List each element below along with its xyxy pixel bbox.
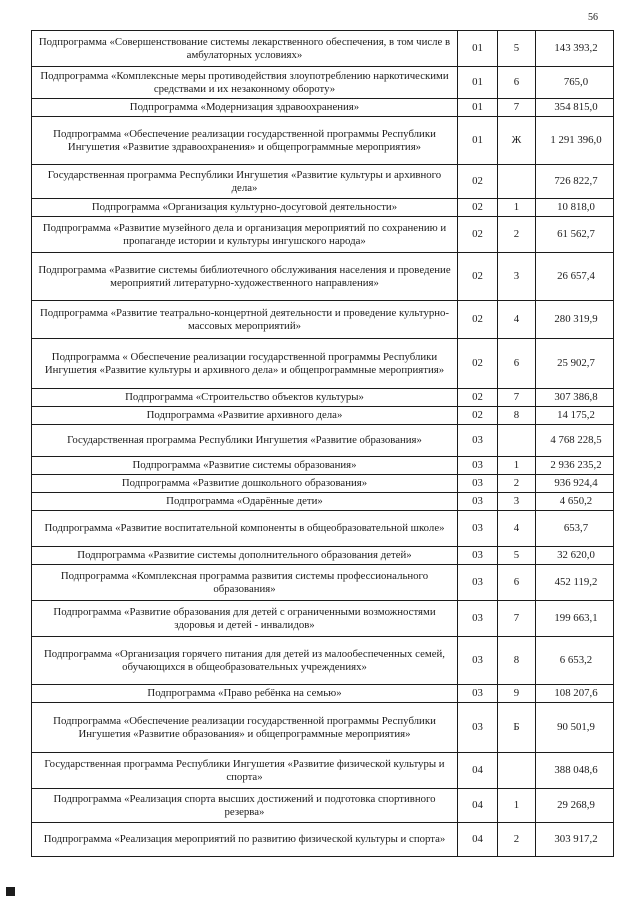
program-name: Подпрограмма «Совершенствование системы лекарственного обеспечения, в том числе в амбулаторных условиях» (32, 31, 458, 67)
table-row (32, 217, 614, 253)
section-code: 03 (458, 601, 498, 637)
program-name: Подпрограмма «Развитие системы библиотечного обслуживания населения и проведение мероприятий литературно-художественного направления» (32, 253, 458, 301)
program-name: Государственная программа Республики Ингушетия «Развитие образования» (32, 425, 458, 457)
amount: 4 768 228,5 (536, 425, 614, 457)
subprogram-code: 3 (498, 493, 536, 511)
section-code: 04 (458, 753, 498, 789)
section-code: 03 (458, 457, 498, 475)
table-row (32, 823, 614, 857)
table-row (32, 511, 614, 547)
amount: 61 562,7 (536, 217, 614, 253)
table-row (32, 339, 614, 389)
section-code: 03 (458, 703, 498, 753)
table-row (32, 547, 614, 565)
amount: 2 936 235,2 (536, 457, 614, 475)
amount: 26 657,4 (536, 253, 614, 301)
subprogram-code: 7 (498, 601, 536, 637)
program-name: Подпрограмма «Реализация спорта высших достижений и подготовка спортивного резерва» (32, 789, 458, 823)
subprogram-code: 6 (498, 565, 536, 601)
table-body (32, 31, 614, 857)
amount: 14 175,2 (536, 407, 614, 425)
amount: 1 291 396,0 (536, 117, 614, 165)
table-row (32, 301, 614, 339)
section-code: 02 (458, 407, 498, 425)
table-row (32, 565, 614, 601)
table-row (32, 789, 614, 823)
subprogram-code: 5 (498, 547, 536, 565)
section-code: 02 (458, 301, 498, 339)
subprogram-code: 1 (498, 199, 536, 217)
subprogram-code: 8 (498, 407, 536, 425)
program-name: Подпрограмма «Развитие системы образования» (32, 457, 458, 475)
page-number: 56 (588, 12, 598, 23)
program-name: Подпрограмма «Реализация мероприятий по развитию физической культуры и спорта» (32, 823, 458, 857)
subprogram-code: 6 (498, 339, 536, 389)
amount: 199 663,1 (536, 601, 614, 637)
program-name: Подпрограмма «Обеспечение реализации государственной программы Республики Ингушетия «Развитие здравоохранения» и общепрограммные мероприятия» (32, 117, 458, 165)
subprogram-code: 7 (498, 99, 536, 117)
table-row (32, 99, 614, 117)
program-name: Подпрограмма «Модернизация здравоохранения» (32, 99, 458, 117)
amount: 143 393,2 (536, 31, 614, 67)
section-code: 03 (458, 425, 498, 457)
subprogram-code: 3 (498, 253, 536, 301)
section-code: 04 (458, 823, 498, 857)
program-name: Подпрограмма «Развитие воспитательной компоненты в общеобразовательной школе» (32, 511, 458, 547)
program-name: Подпрограмма «Развитие музейного дела и организация мероприятий по сохранению и пропаганде истории и культуры ингушского народа» (32, 217, 458, 253)
subprogram-code: 1 (498, 457, 536, 475)
amount: 4 650,2 (536, 493, 614, 511)
section-code: 02 (458, 253, 498, 301)
amount: 765,0 (536, 67, 614, 99)
table-row (32, 253, 614, 301)
table-row (32, 407, 614, 425)
subprogram-code: 7 (498, 389, 536, 407)
section-code: 01 (458, 67, 498, 99)
table-row (32, 199, 614, 217)
subprogram-code: Ж (498, 117, 536, 165)
program-name: Подпрограмма «Организация горячего питания для детей из малообеспеченных семей, обучающихся в общеобразовательных учреждениях» (32, 637, 458, 685)
program-name: Подпрограмма «Организация культурно-досуговой деятельности» (32, 199, 458, 217)
program-name: Подпрограмма « Обеспечение реализации государственной программы Республики Ингушетия «Развитие культуры и архивного дела» и общепрограммные мероприятия» (32, 339, 458, 389)
subprogram-code: 1 (498, 789, 536, 823)
amount: 32 620,0 (536, 547, 614, 565)
scan-edge-mark (6, 887, 15, 896)
section-code: 03 (458, 547, 498, 565)
section-code: 02 (458, 217, 498, 253)
subprogram-code (498, 425, 536, 457)
subprogram-code: 2 (498, 217, 536, 253)
amount: 280 319,9 (536, 301, 614, 339)
section-code: 03 (458, 685, 498, 703)
section-code: 04 (458, 789, 498, 823)
table-row (32, 637, 614, 685)
subprogram-code (498, 165, 536, 199)
table-row (32, 475, 614, 493)
table-row (32, 389, 614, 407)
subprogram-code: 4 (498, 301, 536, 339)
subprogram-code: 2 (498, 823, 536, 857)
subprogram-code: Б (498, 703, 536, 753)
section-code: 02 (458, 199, 498, 217)
amount: 653,7 (536, 511, 614, 547)
subprogram-code (498, 753, 536, 789)
amount: 29 268,9 (536, 789, 614, 823)
amount: 10 818,0 (536, 199, 614, 217)
table-row (32, 31, 614, 67)
program-name: Подпрограмма «Развитие системы дополнительного образования детей» (32, 547, 458, 565)
table-row (32, 165, 614, 199)
section-code: 03 (458, 511, 498, 547)
section-code: 02 (458, 389, 498, 407)
subprogram-code: 6 (498, 67, 536, 99)
section-code: 01 (458, 31, 498, 67)
section-code: 01 (458, 99, 498, 117)
program-name: Подпрограмма «Комплексные меры противодействия злоупотреблению наркотическими средствами и их незаконному обороту» (32, 67, 458, 99)
amount: 108 207,6 (536, 685, 614, 703)
budget-table (31, 30, 614, 857)
section-code: 03 (458, 493, 498, 511)
table-row (32, 117, 614, 165)
program-name: Подпрограмма «Право ребёнка на семью» (32, 685, 458, 703)
table-row (32, 457, 614, 475)
table-row (32, 425, 614, 457)
program-name: Подпрограмма «Развитие образования для детей с ограниченными возможностями здоровья и детей - инвалидов» (32, 601, 458, 637)
section-code: 03 (458, 475, 498, 493)
subprogram-code: 2 (498, 475, 536, 493)
section-code: 03 (458, 637, 498, 685)
section-code: 02 (458, 339, 498, 389)
amount: 25 902,7 (536, 339, 614, 389)
section-code: 02 (458, 165, 498, 199)
amount: 6 653,2 (536, 637, 614, 685)
section-code: 03 (458, 565, 498, 601)
program-name: Подпрограмма «Развитие дошкольного образования» (32, 475, 458, 493)
amount: 726 822,7 (536, 165, 614, 199)
amount: 303 917,2 (536, 823, 614, 857)
table-row (32, 753, 614, 789)
amount: 936 924,4 (536, 475, 614, 493)
program-name: Подпрограмма «Обеспечение реализации государственной программы Республики Ингушетия «Развитие образования» и общепрограммные мероприятия» (32, 703, 458, 753)
subprogram-code: 8 (498, 637, 536, 685)
amount: 354 815,0 (536, 99, 614, 117)
program-name: Государственная программа Республики Ингушетия «Развитие физической культуры и спорта» (32, 753, 458, 789)
amount: 90 501,9 (536, 703, 614, 753)
program-name: Подпрограмма «Комплексная программа развития системы профессионального образования» (32, 565, 458, 601)
table-row (32, 601, 614, 637)
program-name: Подпрограмма «Развитие театрально-концертной деятельности и проведение культурно-массовых мероприятий» (32, 301, 458, 339)
subprogram-code: 4 (498, 511, 536, 547)
table-row (32, 703, 614, 753)
table-row (32, 67, 614, 99)
program-name: Подпрограмма «Строительство объектов культуры» (32, 389, 458, 407)
program-name: Подпрограмма «Развитие архивного дела» (32, 407, 458, 425)
subprogram-code: 5 (498, 31, 536, 67)
subprogram-code: 9 (498, 685, 536, 703)
amount: 452 119,2 (536, 565, 614, 601)
program-name: Государственная программа Республики Ингушетия «Развитие культуры и архивного дела» (32, 165, 458, 199)
section-code: 01 (458, 117, 498, 165)
amount: 307 386,8 (536, 389, 614, 407)
table-row (32, 493, 614, 511)
table-row (32, 685, 614, 703)
amount: 388 048,6 (536, 753, 614, 789)
program-name: Подпрограмма «Одарённые дети» (32, 493, 458, 511)
